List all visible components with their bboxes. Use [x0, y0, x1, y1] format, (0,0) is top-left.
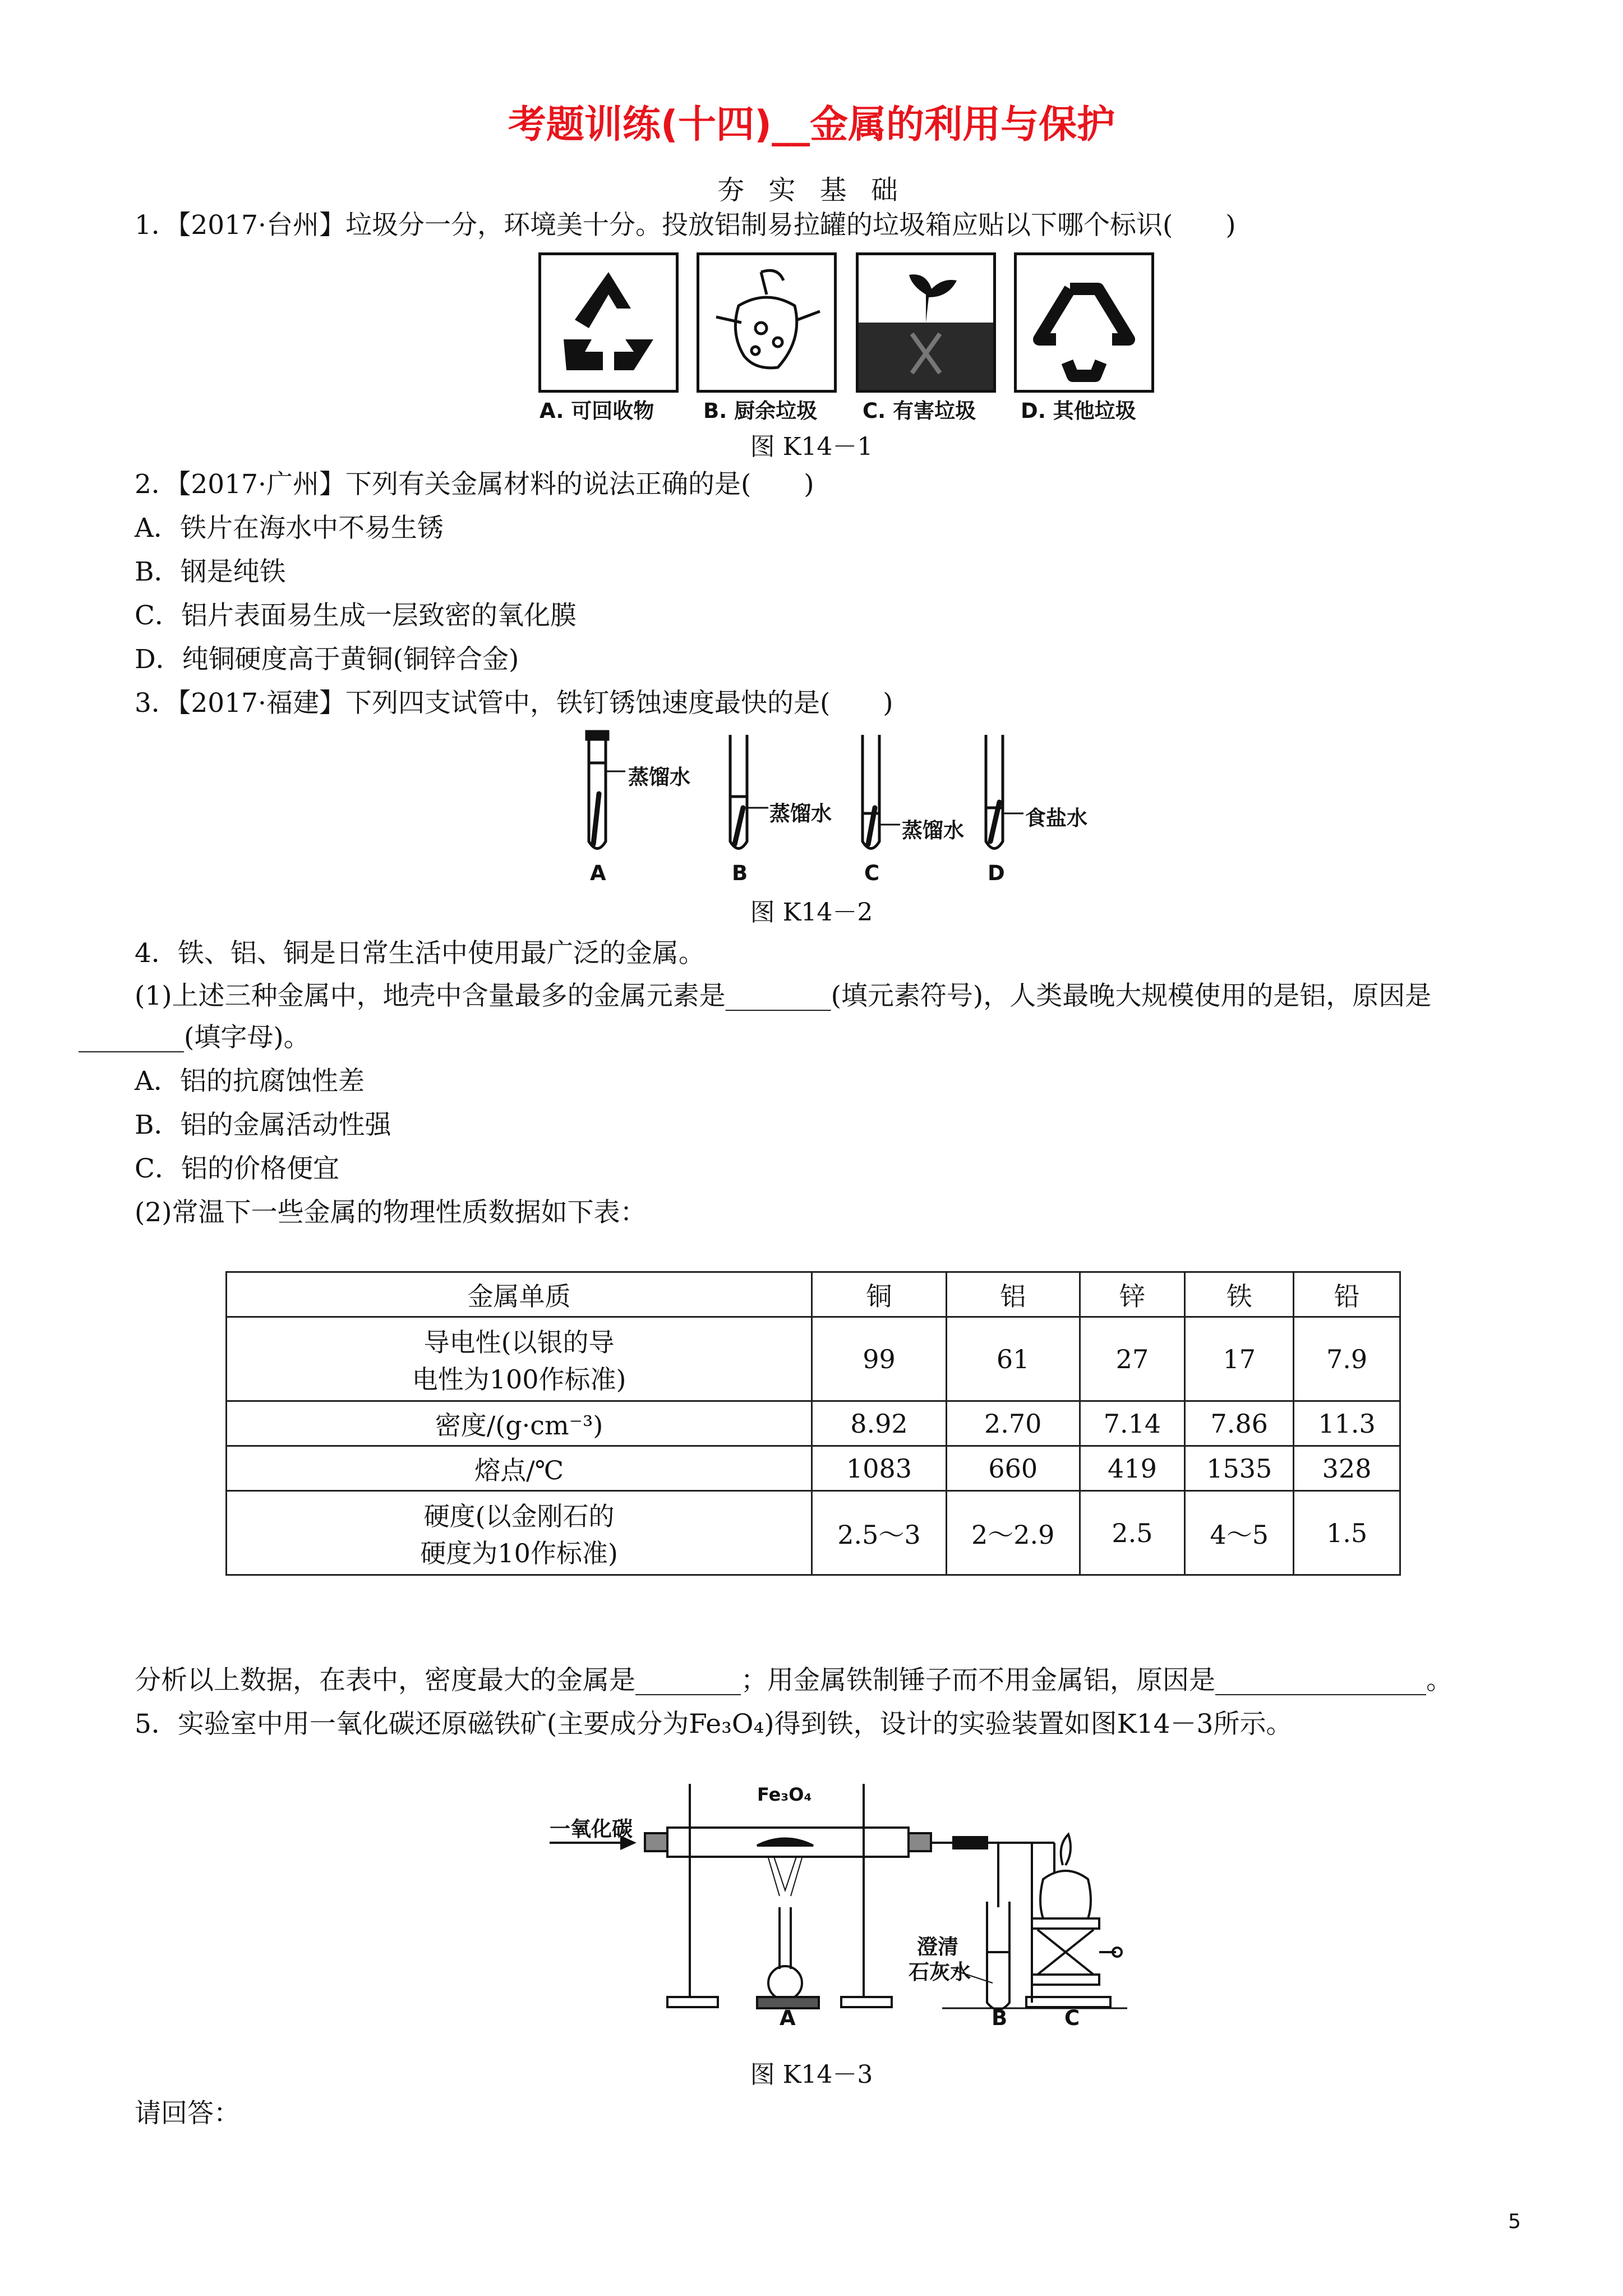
q1-option-d: D. 其他垃圾: [1021, 399, 1136, 423]
table-cell: 99: [812, 1317, 947, 1401]
table-row-name: [227, 1491, 812, 1575]
limewater-label-2: 石灰水: [909, 1960, 971, 1984]
table-cell: 27: [1080, 1317, 1185, 1401]
q2-option-a: A．铁片在海水中不易生锈: [135, 513, 444, 544]
q2-option-d: D．纯铜硬度高于黄铜(铜锌合金): [135, 644, 519, 675]
row-name-line2: 电性为100作标准): [412, 1364, 626, 1395]
figure-caption-k14-2: 图 K14－2: [750, 898, 873, 927]
tube-a-letter: A: [590, 861, 606, 885]
table-row: [227, 1401, 1400, 1446]
q4-part2-text: (2)常温下一些金属的物理性质数据如下表：: [135, 1197, 647, 1228]
tube-c-letter: C: [864, 861, 880, 885]
fe3o4-label: Fe₃O₄: [757, 1784, 812, 1805]
table-cell: 419: [1080, 1446, 1185, 1491]
table-cell: 2.70: [946, 1401, 1080, 1446]
q1-option-c: C. 有害垃圾: [863, 399, 976, 423]
test-tubes-figure: [561, 729, 1122, 886]
question-1-text: 1．【2017·台州】垃圾分一分，环境美十分。投放铝制易拉罐的垃圾箱应贴以下哪个标识( ): [135, 210, 1236, 241]
table-cell: 4～5: [1185, 1491, 1294, 1575]
page-title: 考题训练(十四)__金属的利用与保护: [508, 103, 1115, 147]
table-cell: 7.14: [1080, 1401, 1185, 1446]
question-5-text: 5．实验室中用一氧化碳还原磁铁矿(主要成分为Fe₃O₄)得到铁，设计的实验装置如图K14－3所示。: [135, 1709, 1293, 1740]
apparatus-a-letter: A: [780, 2006, 796, 2030]
q4-option-c: C．铝的价格便宜: [135, 1153, 339, 1184]
tube-d-label: 食盐水: [1025, 806, 1087, 830]
row-name-line1: 硬度(以金刚石的: [423, 1501, 615, 1531]
table-cell: 1535: [1185, 1446, 1294, 1491]
limewater-label-1: 澄清: [917, 1935, 958, 1959]
table-row: [227, 1446, 1400, 1491]
q1-option-b: B. 厨余垃圾: [703, 399, 818, 423]
hazardous-waste-icon: [856, 252, 996, 393]
table-cell: 328: [1294, 1446, 1400, 1491]
table-cell: 1083: [812, 1446, 947, 1491]
table-cell: 2～2.9: [946, 1491, 1080, 1575]
table-cell: 17: [1185, 1317, 1294, 1401]
table-header-cell: 铝: [946, 1272, 1080, 1317]
question-2-text: 2．【2017·广州】下列有关金属材料的说法正确的是( ): [135, 469, 814, 500]
table-row: [227, 1317, 1400, 1401]
co-reduction-apparatus: [550, 1761, 1133, 2031]
figure-caption-k14-3: 图 K14－3: [750, 2060, 873, 2089]
q4-option-b: B．铝的金属活动性强: [135, 1110, 391, 1140]
table-row-name: 熔点/℃: [227, 1446, 812, 1491]
tube-b-letter: B: [732, 861, 748, 885]
q2-option-c: C．铝片表面易生成一层致密的氧化膜: [135, 600, 577, 631]
question-4-text: 4．铁、铝、铜是日常生活中使用最广泛的金属。: [135, 938, 705, 969]
table-cell: 7.9: [1294, 1317, 1400, 1401]
tube-d-letter: D: [988, 861, 1005, 885]
co-inlet-label: 一氧化碳: [550, 1817, 633, 1841]
figure-caption-k14-1: 图 K14－1: [750, 432, 873, 461]
table-cell: 61: [946, 1317, 1080, 1401]
q4-part1-line1: (1)上述三种金属中，地壳中含量最多的金属元素是________(填元素符号)，人类最晚大规模使用的是铝，原因是: [135, 981, 1432, 1011]
q2-option-b: B．钢是纯铁: [135, 556, 286, 587]
table-row-name: [227, 1317, 812, 1401]
recycle-icon: [538, 252, 679, 393]
table-header-cell: 锌: [1080, 1272, 1185, 1317]
table-cell: 2.5: [1080, 1491, 1185, 1575]
page-number: 5: [1508, 2210, 1521, 2233]
tube-a-label: 蒸馏水: [628, 765, 690, 789]
food-waste-icon: [697, 252, 837, 393]
tube-b-label: 蒸馏水: [769, 802, 832, 826]
table-cell: 7.86: [1185, 1401, 1294, 1446]
table-header-cell: 铁: [1185, 1272, 1294, 1317]
apparatus-b-letter: B: [992, 2006, 1008, 2030]
table-header-row: [227, 1272, 1400, 1317]
table-cell: 8.92: [812, 1401, 947, 1446]
section-heading: 夯 实 基 础: [717, 174, 906, 206]
table-cell: 1.5: [1294, 1491, 1400, 1575]
row-name-line1: 导电性(以银的导: [423, 1327, 615, 1358]
table-row-name: 密度/(g·cm⁻³): [227, 1401, 812, 1446]
q4-part1-line2: ________(填字母)。: [79, 1022, 310, 1053]
table-row: [227, 1491, 1400, 1575]
q4-analysis-text: 分析以上数据，在表中，密度最大的金属是________；用金属铁制锤子而不用金属铝，原因是________________。: [135, 1665, 1453, 1696]
row-name-line2: 硬度为10作标准): [420, 1538, 618, 1568]
other-waste-icon: [1014, 252, 1154, 393]
q4-option-a: A．铝的抗腐蚀性差: [135, 1066, 365, 1097]
question-3-text: 3．【2017·福建】下列四支试管中，铁钉锈蚀速度最快的是( ): [135, 688, 893, 719]
apparatus-c-letter: C: [1064, 2006, 1080, 2030]
metal-properties-table: [225, 1271, 1401, 1576]
table-header-cell: 金属单质: [227, 1272, 812, 1317]
tube-c-label: 蒸馏水: [902, 818, 964, 843]
table-cell: 660: [946, 1446, 1080, 1491]
table-cell: 2.5～3: [812, 1491, 947, 1575]
table-cell: 11.3: [1294, 1401, 1400, 1446]
table-header-cell: 铜: [812, 1272, 947, 1317]
q1-option-a: A. 可回收物: [540, 399, 654, 423]
answer-prompt: 请回答：: [135, 2098, 240, 2129]
table-header-cell: 铅: [1294, 1272, 1400, 1317]
